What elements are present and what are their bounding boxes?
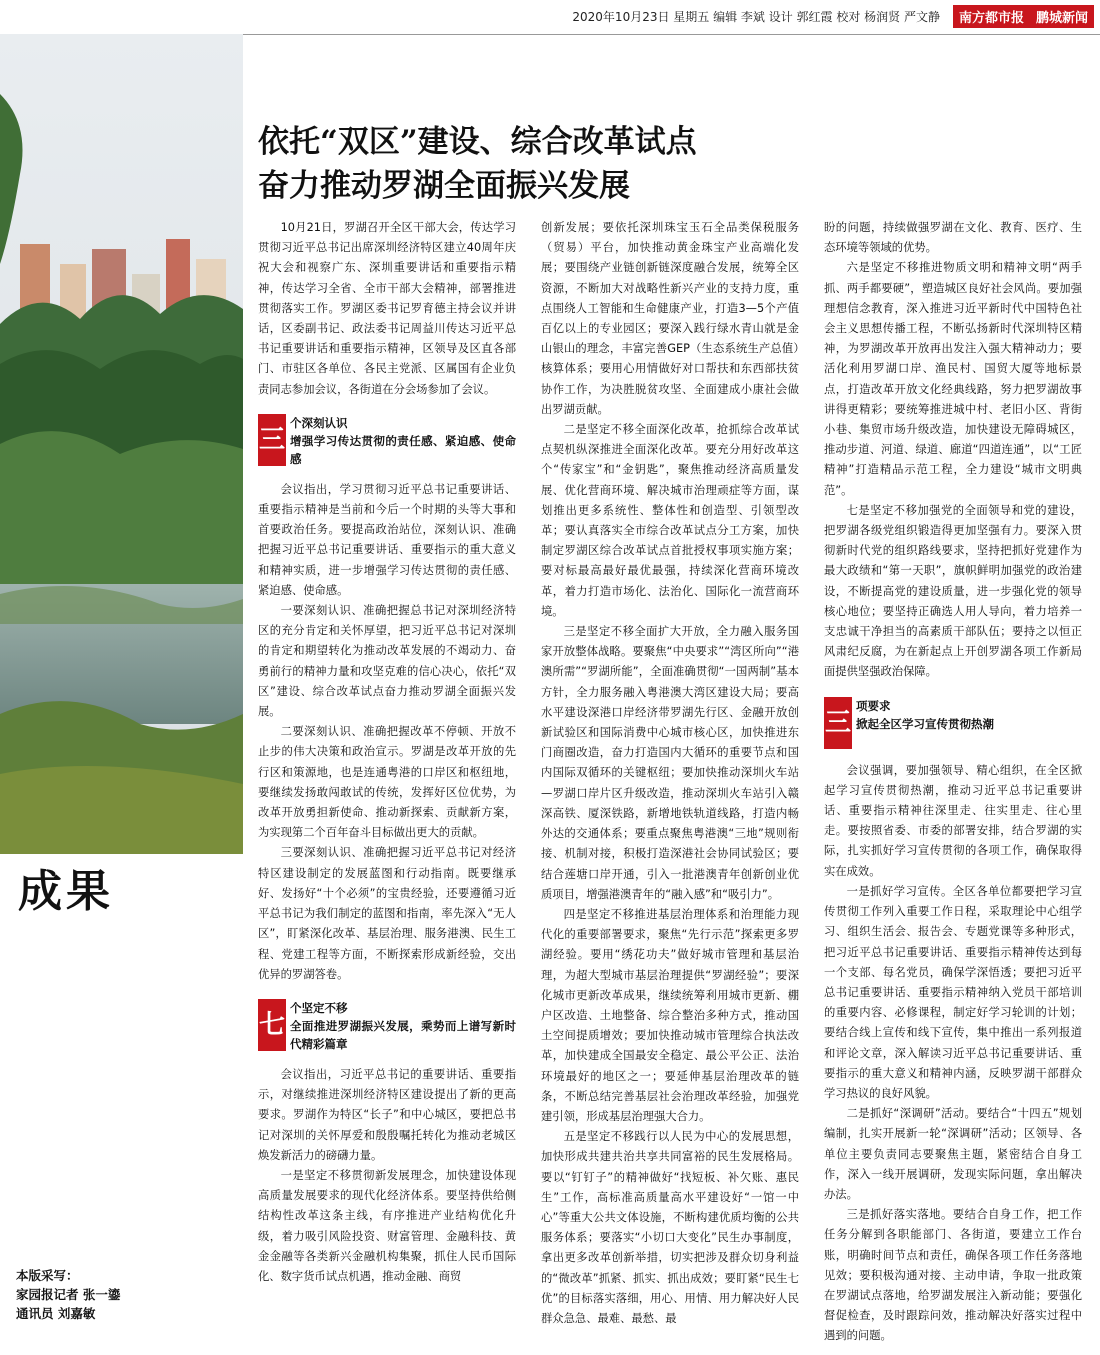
landscape-illustration bbox=[0, 34, 243, 854]
newspaper-logo: 南方都市报 bbox=[953, 5, 1030, 28]
paragraph: 一是坚定不移贯彻新发展理念，加快建设体现高质量发展要求的现代化经济体系。要坚持供给侧结构性改革这条主线，有序推进产业结构优化升级，着力吸引风险投资、财富管理、金融科技、黄金金融等各类新兴金融机构集聚，抓住人民币国际化、数字货币试点机遇，推动金融、商贸 bbox=[258, 1168, 516, 1283]
section-number: 三 bbox=[258, 414, 286, 466]
headline bbox=[258, 120, 1078, 208]
paragraph: 二要深刻认识、准确把握改革不停顿、开放不止步的伟大决策和政治宣示。罗湖是改革开放的先行区和策源地，也是连通粤港的口岸区和枢纽地，要继续发扬敢闯敢试的传统，发挥好区位优势，为改革开放勇担新使命、推动新探索、贡献新方案，为实现第二个百年奋斗目标做出更大的贡献。 bbox=[258, 725, 516, 840]
paragraph: 10月21日，罗湖召开全区干部大会，传达学习贯彻习近平总书记出席深圳经济特区建立40周年庆祝大会和视察广东、深圳重要讲话和重要指示精神，传达学习全省、全市干部大会精神，部署推进贯彻落实工作。罗湖区委书记罗育德主持会议并讲话，区委副书记、政法委书记周益川传达习近平总书记重要讲话和重要指示精神，区领导及区直各部门、市驻区各单位、各民主党派、区属国有企业负责同志参加会议，各街道在分会场参加了会议。 bbox=[258, 221, 516, 396]
masthead bbox=[0, 0, 1100, 35]
section-subtitle: 掀起全区学习宣传贯彻热潮 bbox=[856, 716, 994, 731]
section-brand: 鹏城新闻 bbox=[1030, 5, 1094, 28]
paragraph: 会议指出，习近平总书记的重要讲话、重要指示，对继续推进深圳经济特区建设提出了新的更高要求。罗湖作为特区“长子”和中心城区，要把总书记对深圳的关怀厚爱和殷殷嘱托转化为推动老城区焕发新活力的磅礴力量。 bbox=[258, 1067, 516, 1162]
section-heading-3 bbox=[824, 697, 1082, 749]
credits-correspondent: 通讯员 刘嘉敏 bbox=[16, 1306, 96, 1321]
paragraph: 一要深刻认识、准确把握总书记对深圳经济特区的充分肯定和关怀厚望，把习近平总书记对深圳的肯定和期望转化为推动改革发展的不竭动力、奋勇前行的精神力量和攻坚克难的信心决心，依托“双区”建设、综合改革试点奋力推动罗湖全面振兴发展。 bbox=[258, 604, 516, 719]
section-subtitle: 增强学习传达贯彻的责任感、紧迫感、使命感 bbox=[290, 433, 516, 466]
article-column-3 bbox=[824, 218, 1082, 1347]
paragraph: 创新发展；要依托深圳珠宝玉石全品类保税服务（贸易）平台，加快推动黄金珠宝产业高端化发展；要围绕产业链创新链深度融合发展，统筹全区资源，不断加大对战略性新兴产业的支持力度，重点围绕人工智能和生命健康产业，打造3—5个产值百亿以上的专业园区；要深入践行绿水青山就是金山银山的理念，丰富完善GEP（生态系统生产总值）核算体系；要用心用情做好对口帮扶和东西部扶贫协作工作，为决胜脱贫攻坚、全面建成小康社会做出罗湖贡献。 bbox=[541, 221, 799, 416]
paragraph: 一是抓好学习宣传。全区各单位都要把学习宣传贯彻工作列入重要工作日程，采取理论中心组学习、组织生活会、报告会、专题党课等多种形式，把习近平总书记重要讲话、重要指示精神传达到每一个支部、每名党员，确保学深悟透；要把习近平总书记重要讲话、重要指示精神纳入党员干部培训的重要内容、必修课程，制定好学习轮训的计划；要结合线上宣传和线下宣传，集中推出一系列报道和评论文章，深入解读习近平总书记重要讲话、重要指示的重大意义和精神内涵，反映罗湖干部群众学习热议的良好风貌。 bbox=[824, 884, 1082, 1100]
credits bbox=[16, 1266, 120, 1323]
paragraph: 二是抓好“深调研”活动。要结合“十四五”规划编制，扎实开展新一轮“深调研”活动；区领导、各单位主要负责同志要聚焦主题，紧密结合自身工作，深入一线开展调研，发现实际问题，拿出解决办法。 bbox=[824, 1107, 1082, 1201]
paragraph: 盼的问题，持续做强罗湖在文化、教育、医疗、生态环境等领域的优势。 bbox=[824, 221, 1082, 255]
section-subtitle: 全面推进罗湖振兴发展，乘势而上谱写新时代精彩篇章 bbox=[290, 1018, 516, 1051]
paragraph: 会议强调，要加强领导、精心组织，在全区掀起学习宣传贯彻热潮，推动习近平总书记重要讲话、重要指示精神往深里走、往实里走、往心里走。要按照省委、市委的部署安排，结合罗湖的实际，扎实抓好学习宣传贯彻的各项工作，确保取得实在成效。 bbox=[824, 763, 1082, 878]
paragraph: 三是抓好落实落地。要结合自身工作，把工作任务分解到各职能部门、各街道，要建立工作台账，明确时间节点和责任，确保各项工作任务落地见效；要积极沟通对接、主动申请，争取一批政策在罗湖试点落地，给罗湖发展注入新动能；要强化督促检查，及时跟踪问效，推动解决好落实过程中遇到的问题。 bbox=[824, 1208, 1082, 1343]
article-column-2 bbox=[541, 218, 799, 1329]
paragraph: 六是坚定不移推进物质文明和精神文明“两手抓、两手都要硬”，塑造城区良好社会风尚。要加强理想信念教育，深入推进习近平新时代中国特色社会主义思想传播工程，不断弘扬新时代深圳特区精神，为罗湖改革开放再出发注入强大精神动力；要活化利用罗湖口岸、渔民村、国贸大厦等地标景点，打造改革开放文化经典线路，努力把罗湖故事讲得更精彩；要统筹推进城中村、老旧小区、背街小巷、集贸市场升级改造，加快建设无障碍城区，推动步道、河道、绿道、廊道“四道连通”，以“工匠精神”打造精品示范工程，全力建设“城市文明典范”。 bbox=[824, 261, 1082, 497]
headline-line-2: 奋力推动罗湖全面振兴发展 bbox=[258, 168, 630, 204]
paragraph: 四是坚定不移推进基层治理体系和治理能力现代化的重要部署要求，聚焦“先行示范”探索更多罗湖经验。要用“绣花功夫”做好城市管理和基层治理，为超大型城市基层治理提供“罗湖经验”；要深化城市更新改革成果，继续统筹利用城市更新、棚户区改造、土地整备、综合整治多种方式，推动国土空间提质增效；要加快推动城市管理综合执法改革，加快建成全国最安全稳定、最公平公正、法治环境最好的地区之一；要延伸基层治理改革的链条，不断总结完善基层社会治理改革经验，加强党建引领，形成基层治理强大合力。 bbox=[541, 907, 799, 1123]
section-heading-2 bbox=[258, 999, 516, 1053]
paragraph: 三要深刻认识、准确把握习近平总书记对经济特区建设制定的发展蓝图和行动指南。既要继承好、发扬好“十个必须”的宝贵经验，还要遵循习近平总书记为我们制定的蓝图和指南，率先深入“无人区”，盯紧深化改革、基层治理、服务港澳、民生工程、党建工程等方面，不断探索形成新经验，交出优异的罗湖答卷。 bbox=[258, 846, 516, 981]
section-number: 七 bbox=[258, 999, 286, 1051]
article-column-1 bbox=[258, 218, 516, 1287]
masthead-info: 2020年10月23日 星期五 编辑 李斌 设计 郭红霞 校对 杨润贤 严文静 bbox=[572, 10, 940, 24]
section-heading-1 bbox=[258, 414, 516, 468]
section-number: 三 bbox=[824, 697, 852, 749]
paragraph: 七是坚定不移加强党的全面领导和党的建设，把罗湖各级党组织锻造得更加坚强有力。要深入贯彻新时代党的组织路线要求，坚持把抓好党建作为最大政绩和“第一天职”，旗帜鲜明加强党的政治建设，不断提高党的建设质量，进一步强化党的领导核心地位；要坚持正确选人用人导向，着力培养一支忠诚干净担当的高素质干部队伍；要持之以恒正风肃纪反腐，为在新起点上开创罗湖各项工作新局面提供坚强政治保障。 bbox=[824, 503, 1082, 679]
landscape-photo bbox=[0, 34, 243, 854]
side-word: 成果 bbox=[18, 866, 114, 917]
paragraph: 五是坚定不移践行以人民为中心的发展思想，加快形成共建共治共享共同富裕的民生发展格局。要以“钉钉子”的精神做好“找短板、补欠账、惠民生”工作，高标准高质量高水平建设好“一馆一中心”等重大公共文体设施，不断构建优质均衡的公共服务体系；要落实“小切口大变化”民生办事制度，拿出更多改革创新举措，切实把涉及群众切身利益的“微改革”抓紧、抓实、抓出成效；要盯紧“民生七优”的目标落实落细，用心、用情、用力解决好人民群众急急、最难、最愁、最 bbox=[541, 1130, 799, 1325]
section-kicker: 项要求 bbox=[856, 698, 891, 713]
paragraph: 会议指出，学习贯彻习近平总书记重要讲话、重要指示精神是当前和今后一个时期的头等大事和首要政治任务。要提高政治站位，深刻认识、准确把握习近平总书记重要讲话、重要指示的重大意义和精神实质，进一步增强学习传达贯彻的责任感、紧迫感、使命感。 bbox=[258, 482, 516, 597]
section-kicker: 个深刻认识 bbox=[290, 415, 348, 430]
credits-label: 本版采写： bbox=[16, 1268, 79, 1283]
credits-reporter: 家园报记者 张一鎏 bbox=[16, 1287, 121, 1302]
paragraph: 二是坚定不移全面深化改革，抢抓综合改革试点契机纵深推进全面深化改革。要充分用好改革这个“传家宝”和“金钥匙”，聚焦推动经济高质量发展、优化营商环境、解决城市治理顽症等方面，谋划推出更多系统性、整体性和创造型、引领型改革；要认真落实全市综合改革试点分工方案，加快制定罗湖区综合改革试点首批授权事项实施方案；要对标最高最好最优最强，持续深化营商环境改革，着力打造市场化、法治化、国际化一流营商环境。 bbox=[541, 423, 799, 618]
paragraph: 三是坚定不移全面扩大开放，全力融入服务国家开放整体战略。要聚焦“中央要求”“湾区所向”“港澳所需”“罗湖所能”，全面准确贯彻“一国两制”基本方针，全力服务融入粤港澳大湾区建设大局；要高水平建设深港口岸经济带罗湖先行区、金融开放创新试验区和国际消费中心城市核心区，加快推进东门商圈改造，奋力打造国内大循环的重要节点和国内国际双循环的关键枢纽；要加快推动深圳火车站—罗湖口岸片区升级改造，推动深圳火车站引入赣深高铁、厦深铁路，新增地铁轨道线路，打造内畅外达的交通体系；要重点聚焦粤港澳“三地”规则衔接、机制对接，积极打造深港社会协同试验区；要结合莲塘口岸开通，引入一批港澳青年创新创业优质项目，增强港澳青年的“融入感”和“吸引力”。 bbox=[541, 625, 799, 901]
headline-line-1: 依托“双区”建设、综合改革试点 bbox=[258, 124, 697, 160]
section-kicker: 个坚定不移 bbox=[290, 1000, 348, 1015]
